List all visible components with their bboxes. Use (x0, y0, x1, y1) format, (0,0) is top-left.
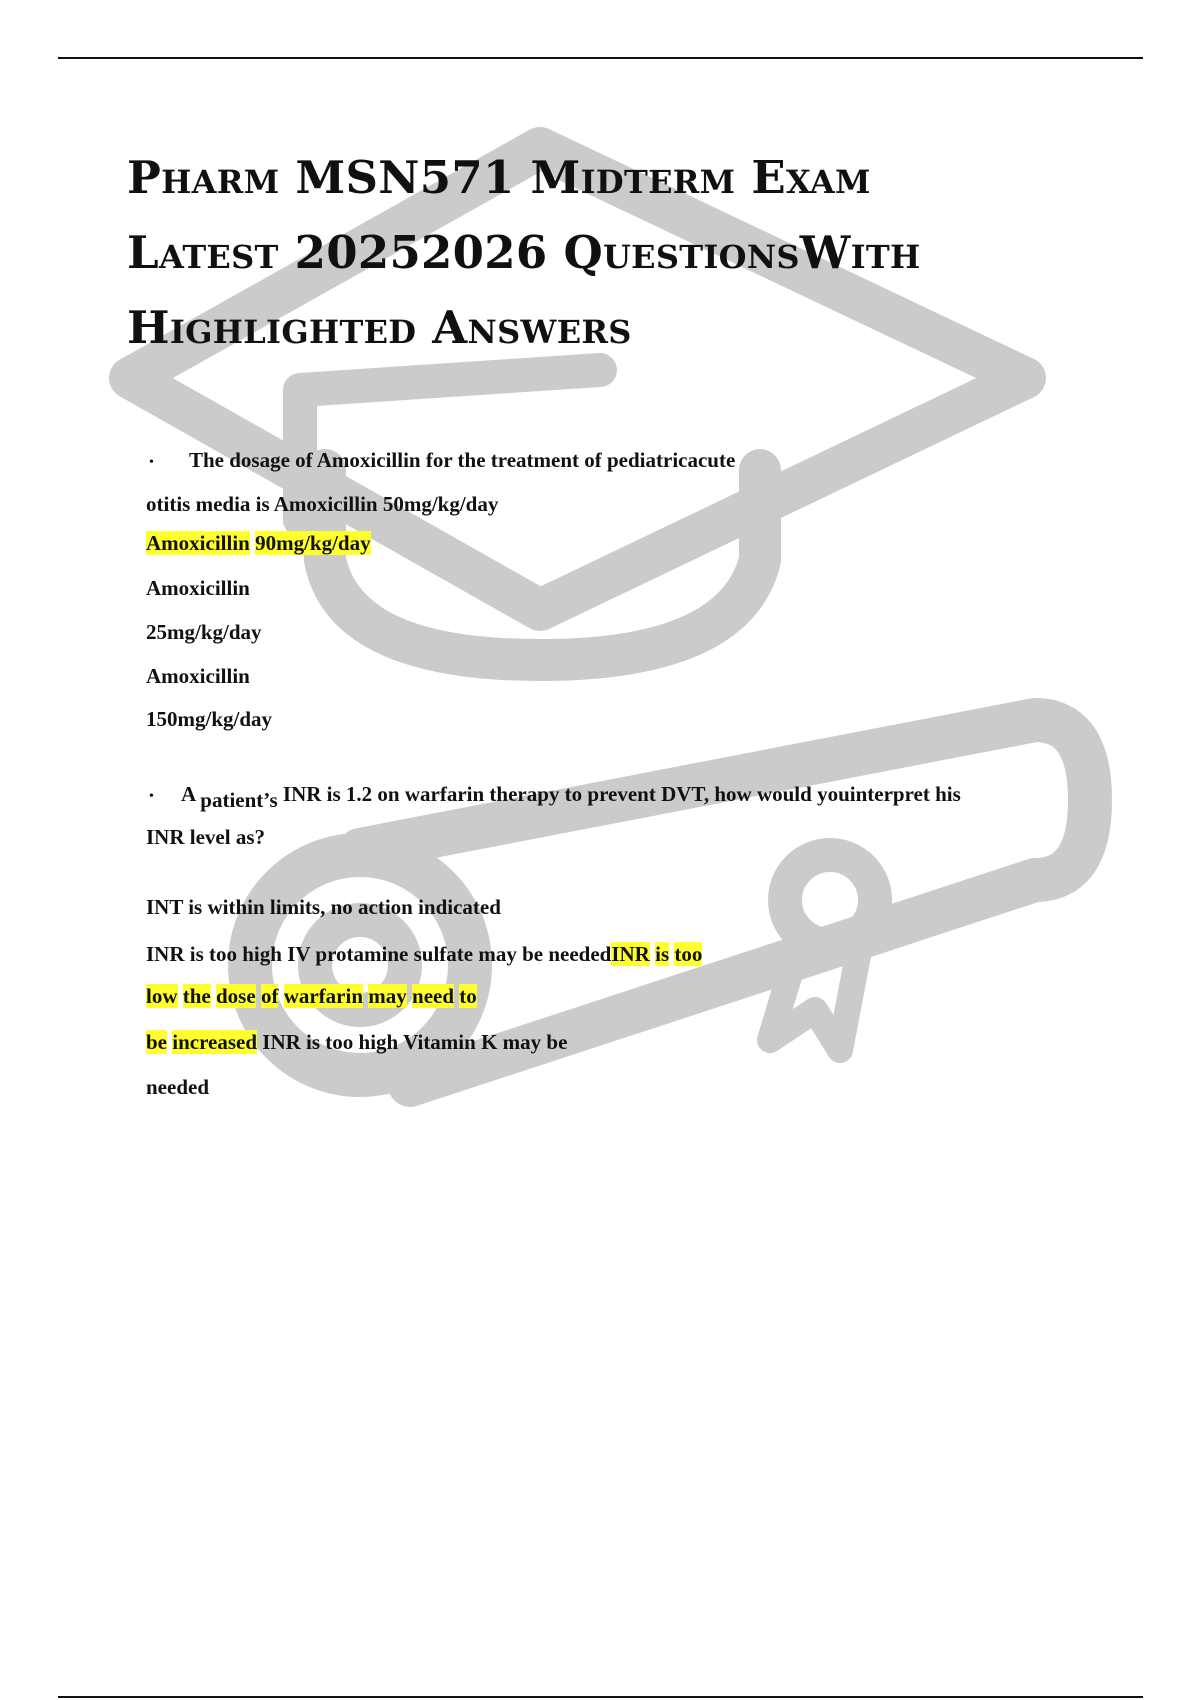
highlighted-answer-word: too (674, 942, 703, 966)
highlighted-answer-word: to (459, 984, 477, 1008)
bullet-icon: • (149, 455, 154, 470)
answer-option: INR is too high Vitamin K may be (257, 1030, 568, 1054)
highlighted-answer-word: is (655, 942, 670, 966)
title-line: Latest 20252026 QuestionsWith (127, 226, 921, 279)
highlighted-answer-word: be (146, 1030, 167, 1054)
highlighted-answer-word: may (368, 984, 407, 1008)
highlighted-answer-word: Amoxicillin (146, 531, 250, 555)
question-1-stem-line: The dosage of Amoxicillin for the treatment of pediatricacute (189, 448, 736, 472)
answer-option: 25mg/kg/day (146, 620, 262, 644)
highlighted-answer-word: low (146, 984, 178, 1008)
question-1-stem-line: otitis media is Amoxicillin 50mg/kg/day (146, 492, 499, 516)
answer-option: Amoxicillin (146, 576, 250, 600)
title-line: Highlighted Answers (127, 301, 632, 354)
question-1-correct-answer (146, 531, 371, 556)
question-2-stem-line (181, 782, 961, 812)
answer-line (146, 1030, 567, 1055)
highlighted-answer-word: the (182, 984, 211, 1008)
document-title (127, 140, 1107, 365)
highlighted-answer-word: warfarin (283, 984, 364, 1008)
answer-option: INT is within limits, no action indicated (146, 895, 501, 919)
question-2-stem-line: INR level as? (146, 825, 265, 849)
highlighted-answer-word: of (260, 984, 279, 1008)
bullet-icon: • (149, 789, 154, 804)
stem-word: A (181, 782, 196, 806)
answer-line (146, 942, 702, 967)
answer-option: 150mg/kg/day (146, 707, 273, 731)
highlighted-answer-word: 90mg/kg/day (255, 531, 371, 555)
stem-word: patient’s (200, 788, 278, 812)
highlighted-answer-word: INR (611, 942, 650, 966)
answer-line (146, 984, 477, 1009)
answer-option: Amoxicillin (146, 664, 250, 688)
answer-option: INR is too high IV protamine sulfate may be needed (146, 942, 612, 966)
highlighted-answer-word: need (412, 984, 455, 1008)
stem-text: INR is 1.2 on warfarin therapy to prevent DVT, how would youinterpret his (282, 782, 961, 806)
title-line: Pharm MSN571 Midterm Exam (127, 151, 871, 204)
highlighted-answer-word: increased (172, 1030, 258, 1054)
answer-line: needed (146, 1075, 209, 1099)
highlighted-answer-word: dose (216, 984, 256, 1008)
